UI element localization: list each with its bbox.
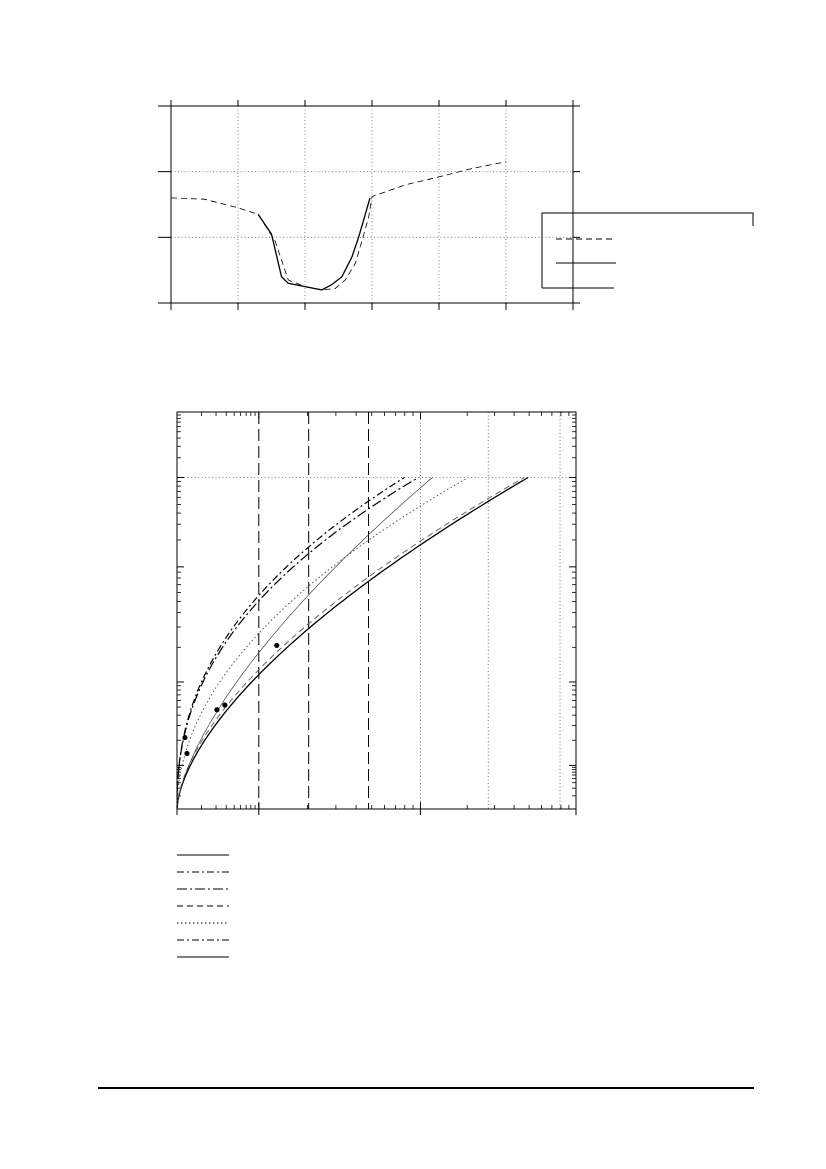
- curve-3: [177, 478, 404, 810]
- data-point: [182, 735, 187, 740]
- series-line-1: [258, 198, 370, 290]
- data-point: [214, 707, 219, 712]
- data-point: [184, 751, 189, 756]
- curve-4: [177, 478, 418, 810]
- curve-1: [177, 478, 524, 810]
- bottom-chart-legend: [177, 855, 229, 957]
- data-point: [222, 702, 227, 707]
- top-chart-legend: [542, 213, 753, 288]
- curve-2: [177, 478, 432, 810]
- top-chart: [158, 100, 580, 310]
- legend-box: [542, 213, 753, 288]
- curve-0: [177, 478, 528, 810]
- plot-frame: [177, 412, 576, 809]
- data-point: [274, 643, 279, 648]
- bottom-chart: [177, 412, 576, 815]
- curve-5: [177, 478, 468, 810]
- series-line-0: [171, 162, 506, 290]
